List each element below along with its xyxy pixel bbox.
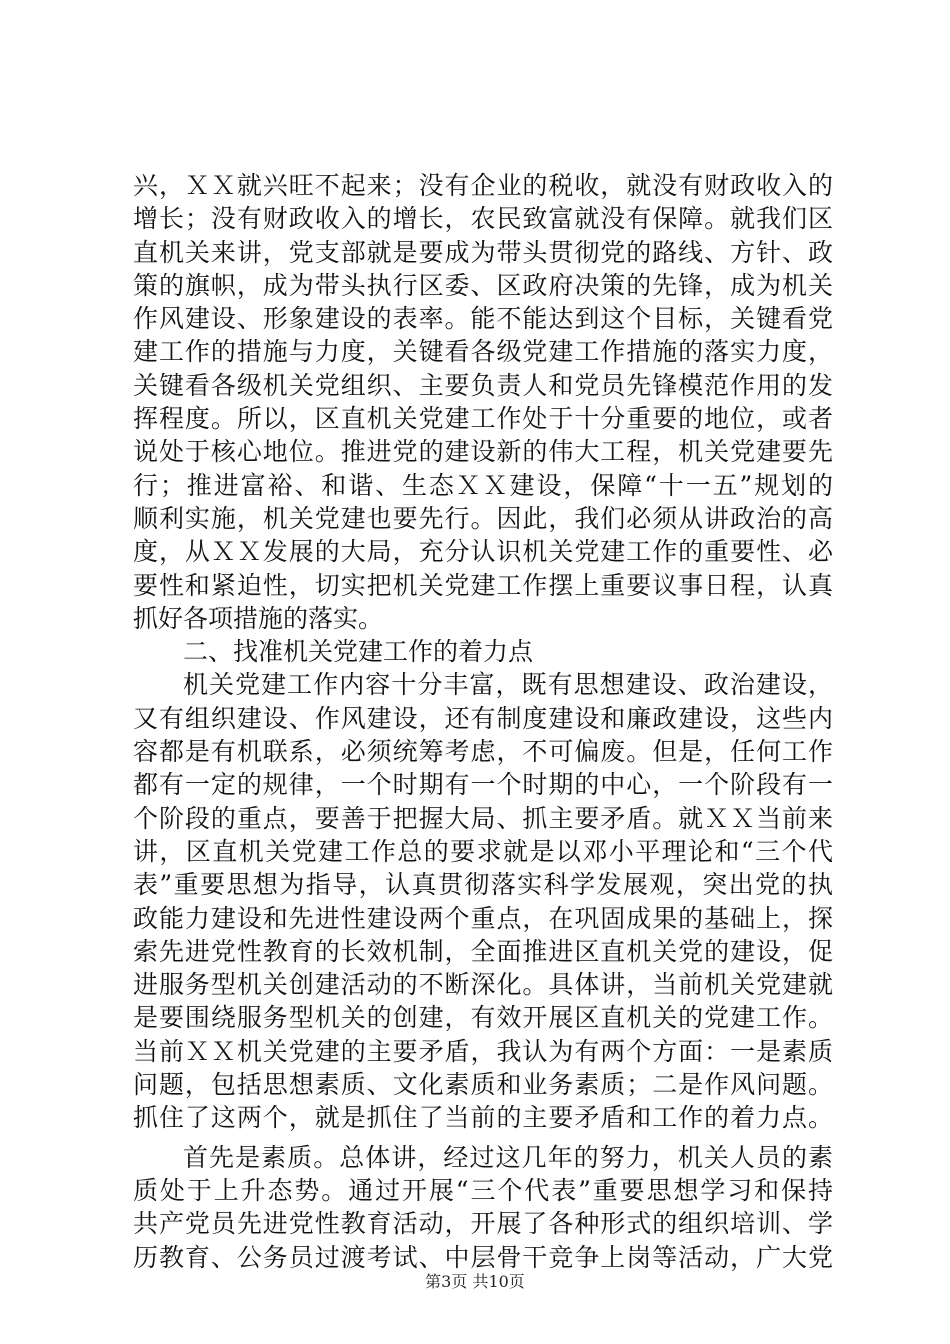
text-line: 度，从ＸＸ发展的大局，充分认识机关党建工作的重要性、必 bbox=[133, 537, 833, 567]
text-line: 表”重要思想为指导，认真贯彻落实科学发展观，突出党的执 bbox=[133, 870, 833, 900]
text-line: 政能力建设和先进性建设两个重点，在巩固成果的基础上，探 bbox=[133, 903, 833, 933]
text-line: 直机关来讲，党支部就是要成为带头贯彻党的路线、方针、政 bbox=[133, 237, 833, 267]
text-line: 共产党员先进党性教育活动，开展了各种形式的组织培训、学 bbox=[133, 1209, 833, 1239]
text-line: 顺利实施，机关党建也要先行。因此，我们必须从讲政治的高 bbox=[133, 503, 833, 533]
text-line: 兴，ＸＸ就兴旺不起来；没有企业的税收，就没有财政收入的 bbox=[133, 171, 833, 200]
text-line: 进服务型机关创建活动的不断深化。具体讲，当前机关党建就 bbox=[133, 970, 833, 1000]
page-number-footer: 第3页 共10页 bbox=[425, 1272, 525, 1291]
text-line: 是要围绕服务型机关的创建，有效开展区直机关的党建工作。 bbox=[133, 1003, 833, 1033]
text-line: 历教育、公务员过渡考试、中层骨干竞争上岗等活动，广大党 bbox=[133, 1242, 833, 1272]
text-line: 增长；没有财政收入的增长，农民致富就没有保障。就我们区 bbox=[133, 204, 833, 234]
section-heading: 二、找准机关党建工作的着力点 bbox=[183, 637, 534, 667]
text-line: 策的旗帜，成为带头执行区委、区政府决策的先锋，成为机关 bbox=[133, 270, 833, 300]
text-line: 都有一定的规律，一个时期有一个时期的中心，一个阶段有一 bbox=[133, 770, 833, 800]
text-line: 首先是素质。总体讲，经过这几年的努力，机关人员的素 bbox=[183, 1142, 833, 1172]
document-body bbox=[133, 169, 833, 1274]
text-line: 问题，包括思想素质、文化素质和业务素质；二是作风问题。 bbox=[133, 1070, 833, 1100]
text-line: 当前ＸＸ机关党建的主要矛盾，我认为有两个方面：一是素质 bbox=[133, 1036, 833, 1066]
text-line: 机关党建工作内容十分丰富，既有思想建设、政治建设， bbox=[183, 670, 833, 700]
text-line: 又有组织建设、作风建设，还有制度建设和廉政建设，这些内 bbox=[133, 703, 833, 733]
text-line: 作风建设、形象建设的表率。能不能达到这个目标，关键看党 bbox=[133, 304, 833, 334]
text-line: 抓住了这两个，就是抓住了当前的主要矛盾和工作的着力点。 bbox=[133, 1103, 833, 1133]
text-line: 抓好各项措施的落实。 bbox=[133, 603, 384, 633]
text-line: 说处于核心地位。推进党的建设新的伟大工程，机关党建要先 bbox=[133, 437, 833, 467]
text-line: 关键看各级机关党组织、主要负责人和党员先锋模范作用的发 bbox=[133, 370, 833, 400]
text-line: 行；推进富裕、和谐、生态ＸＸ建设，保障“十一五”规划的 bbox=[133, 470, 833, 500]
text-line: 挥程度。所以，区直机关党建工作处于十分重要的地位，或者 bbox=[133, 404, 833, 434]
text-line: 要性和紧迫性，切实把机关党建工作摆上重要议事日程，认真 bbox=[133, 570, 833, 600]
text-line: 讲，区直机关党建工作总的要求就是以邓小平理论和“三个代 bbox=[133, 836, 833, 866]
text-line: 建工作的措施与力度，关键看各级党建工作措施的落实力度， bbox=[133, 337, 833, 367]
text-line: 质处于上升态势。通过开展“三个代表”重要思想学习和保持 bbox=[133, 1175, 833, 1205]
text-line: 个阶段的重点，要善于把握大局、抓主要矛盾。就ＸＸ当前来 bbox=[133, 803, 833, 833]
text-line: 索先进党性教育的长效机制，全面推进区直机关党的建设，促 bbox=[133, 936, 833, 966]
text-line: 容都是有机联系，必须统筹考虑，不可偏废。但是，任何工作 bbox=[133, 737, 833, 767]
